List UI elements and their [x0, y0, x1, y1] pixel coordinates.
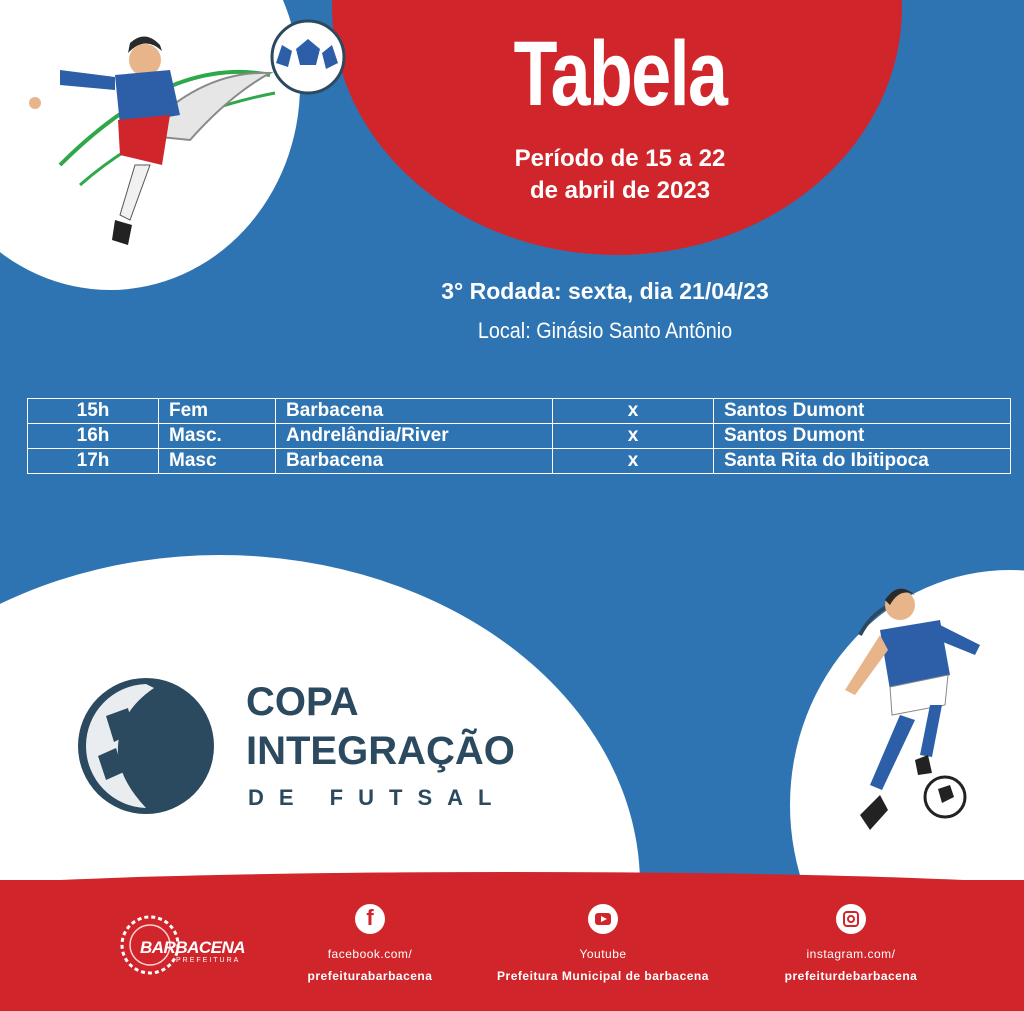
period-text [460, 143, 780, 207]
facebook-label: facebook.com/ [327, 947, 413, 961]
game-category: Masc. [159, 424, 276, 449]
youtube-handle[interactable]: Prefeitura Municipal de barbacena [497, 969, 709, 983]
game-category: Masc [159, 449, 276, 474]
instagram-handle[interactable]: prefeiturdebarbacena [784, 969, 918, 983]
youtube-label: Youtube [579, 947, 627, 961]
instagram-icon[interactable] [836, 904, 866, 934]
page-title: Tabela [513, 23, 727, 125]
logo-line-integracao: INTEGRAÇÃO [246, 729, 515, 773]
game-time: 15h [28, 399, 159, 424]
logo-line-copa: COPA [246, 680, 359, 724]
female-player-illustration [830, 575, 1010, 860]
facebook-handle[interactable]: prefeiturabarbacena [307, 969, 433, 983]
brand-sub: PREFEITURA [176, 957, 241, 964]
game-versus: x [553, 449, 714, 474]
game-home-team: Barbacena [276, 449, 553, 474]
period-line-1: Período de 15 a 22 [514, 145, 726, 172]
brand-name: BARBACENA [140, 938, 246, 957]
game-away-team: Santos Dumont [714, 424, 1011, 449]
table-row [28, 424, 1011, 449]
instagram-block[interactable] [701, 904, 1001, 983]
games-table [27, 398, 1011, 474]
table-row [28, 399, 1011, 424]
youtube-icon[interactable] [588, 904, 618, 934]
round-title: 3° Rodada: sexta, dia 21/04/23 [441, 278, 769, 304]
table-row [28, 449, 1011, 474]
game-home-team: Barbacena [276, 399, 553, 424]
facebook-icon[interactable]: f [355, 904, 385, 934]
game-away-team: Santos Dumont [714, 399, 1011, 424]
period-line-2: de abril de 2023 [529, 177, 711, 204]
game-time: 17h [28, 449, 159, 474]
male-player-illustration [20, 15, 350, 255]
instagram-label: instagram.com/ [806, 947, 896, 961]
game-category: Fem [159, 399, 276, 424]
futsal-ball-logo-icon [76, 676, 216, 816]
game-time: 16h [28, 424, 159, 449]
logo-line-futsal: DE FUTSAL [248, 785, 507, 810]
game-versus: x [553, 399, 714, 424]
round-location: Local: Ginásio Santo Antônio [477, 318, 733, 343]
game-versus: x [553, 424, 714, 449]
game-away-team: Santa Rita do Ibitipoca [714, 449, 1011, 474]
game-home-team: Andrelândia/River [276, 424, 553, 449]
